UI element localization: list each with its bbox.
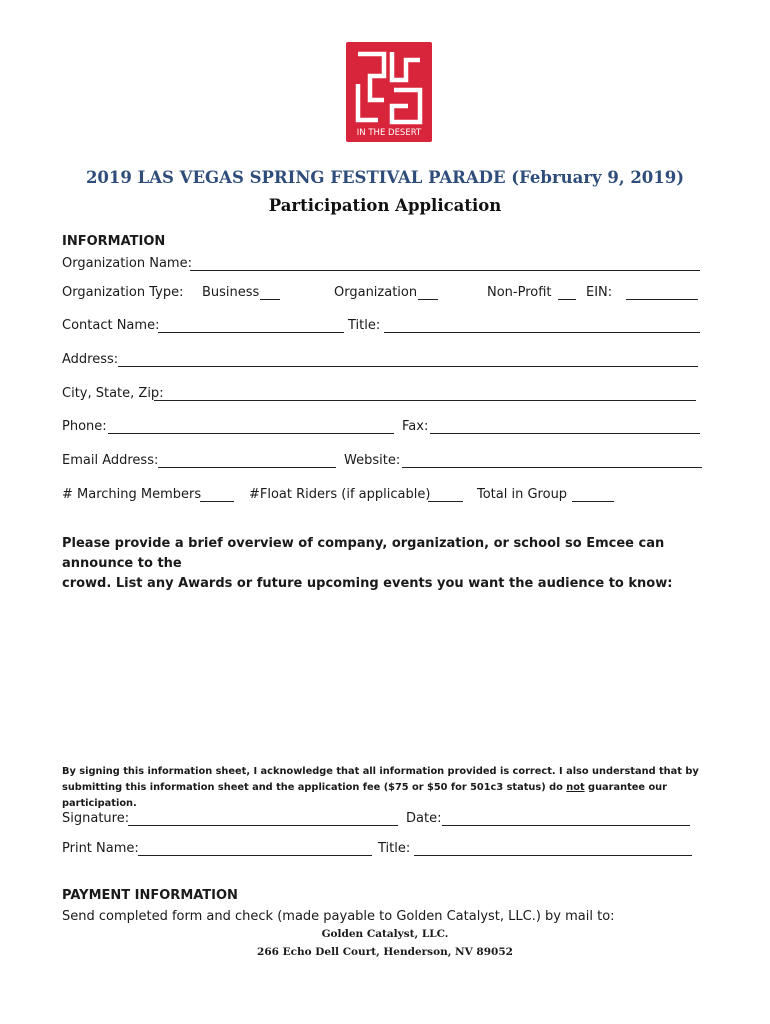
logo-text: IN THE DESERT [356,128,422,138]
email-website-row [62,452,704,472]
payment-instructions: Send completed form and check (made payable to Golden Catalyst, LLC.) by mail to: [62,909,615,924]
nonprofit-option-label: Non-Profit [487,285,552,300]
acknowledgement-underlined-word: not [566,782,585,793]
signer-title-field[interactable] [414,855,692,856]
overview-line-2: crowd. List any Awards or future upcoming events you want the audience to know: [62,576,673,591]
website-field[interactable] [402,467,702,468]
payee-address: 266 Echo Dell Court, Henderson, NV 89052 [257,946,513,958]
address-field[interactable] [118,366,698,367]
city-state-zip-field[interactable] [154,400,696,401]
address-row [62,351,702,371]
email-field[interactable] [158,467,336,468]
date-field[interactable] [442,825,690,826]
org-type-row [62,284,702,304]
email-label: Email Address: [62,453,159,468]
phone-fax-row [62,418,702,438]
payment-heading: PAYMENT INFORMATION [62,888,238,903]
organization-option-field[interactable] [418,299,438,300]
overview-line-1: Please provide a brief overview of company, organization, or school so Emcee can announce to the [62,536,665,571]
page-title: 2019 LAS VEGAS SPRING FESTIVAL PARADE (February 9, 2019) [85,168,685,187]
org-type-label: Organization Type: [62,285,184,300]
org-name-row [62,255,702,275]
contact-title-field[interactable] [384,332,700,333]
signature-field[interactable] [128,825,398,826]
print-name-row [62,840,702,860]
date-label: Date: [406,811,442,826]
ein-field[interactable] [626,299,698,300]
fax-label: Fax: [402,419,429,434]
nonprofit-option-field[interactable] [558,299,576,300]
payee-name: Golden Catalyst, LLC. [321,928,449,940]
org-name-label: Organization Name: [62,256,192,271]
acknowledgement-line-1: By signing this information sheet, I acknowledge that all information provided is correct. I also understand that by [62,766,699,777]
acknowledgement-line-2 [62,780,722,812]
float-riders-field[interactable] [428,501,463,502]
acknowledgement-text [62,764,722,812]
acknowledgement-line-2-end: guarantee our participation. [62,782,667,809]
city-state-zip-row [62,385,702,405]
signature-row [62,810,702,830]
float-riders-label: #Float Riders (if applicable) [249,487,431,502]
contact-name-field[interactable] [158,332,344,333]
contact-row [62,317,702,337]
address-label: Address: [62,352,119,367]
organization-option-label: Organization [334,285,418,300]
business-option-field[interactable] [260,299,280,300]
print-name-field[interactable] [138,855,372,856]
counts-row [62,486,702,506]
phone-label: Phone: [62,419,107,434]
contact-title-label: Title: [348,318,381,333]
org-name-field[interactable] [190,270,700,271]
website-label: Website: [344,453,401,468]
information-heading: INFORMATION [62,234,166,249]
city-state-zip-label: City, State, Zip: [62,386,164,401]
contact-name-label: Contact Name: [62,318,160,333]
page-subtitle: Participation Application [268,196,502,215]
total-group-field[interactable] [572,501,614,502]
total-group-label: Total in Group [477,487,568,502]
phone-field[interactable] [108,433,394,434]
festival-logo [344,40,434,144]
overview-response-area[interactable] [62,580,702,756]
ein-label: EIN: [586,285,613,300]
marching-members-label: # Marching Members [62,487,202,502]
signer-title-label: Title: [378,841,411,856]
acknowledgement-line-2-start: submitting this information sheet and the application fee ($75 or $50 for 501c3 status) do [62,782,567,793]
fax-field[interactable] [430,433,700,434]
marching-members-field[interactable] [200,501,234,502]
print-name-label: Print Name: [62,841,139,856]
signature-label: Signature: [62,811,130,826]
business-option-label: Business [202,285,260,300]
